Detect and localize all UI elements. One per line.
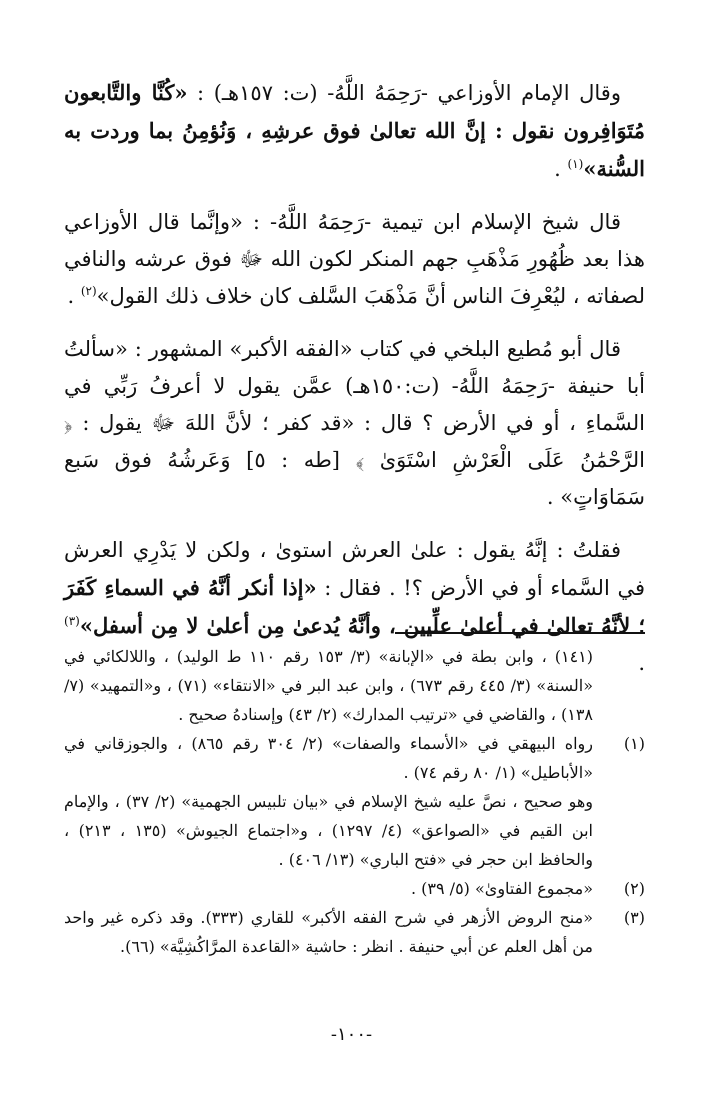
footnote-ref: (١) <box>567 157 584 171</box>
page-number: -١٠٠- <box>330 1024 373 1045</box>
footnote-number: (٢) <box>623 879 645 898</box>
quote-text: «كُنَّا والتَّابعون مُتَوَافِرون نقول : إنَّ الله تعالىٰ فوق عرشِهِ ، وَنُؤمِنُ بما وردت به السُّنة» <box>64 80 645 181</box>
footnote-text: رواه البيهقي في «الأسماء والصفات» (٢/ ٣٠٤ رقم ٨٦٥) ، والجوزقاني في «الأباطيل» (١/ ٨٠ رقم ٧٤) . <box>64 734 594 782</box>
paragraph-awzai-quote <box>64 74 645 188</box>
footnote-text: «منح الروض الأزهر في شرح الفقه الأكبر» للقاري (٣٣٣). وقد ذكره غير واحد من أهل العلم عن أبي حنيفة . انظر : حاشية «القاعدة المرَّاكُشِيَّة» (٦٦). <box>64 908 593 956</box>
footnote-number: (١) <box>623 734 645 753</box>
footnote-1 <box>64 729 645 787</box>
footnote-number: (٣) <box>623 908 645 927</box>
footnote-continuation: (١٤١) ، وابن بطة في «الإبانة» (٣/ ١٥٣ رقم ١١٠ ط الوليد) ، واللالكائي في «السنة» (٣/ ٤٤٥ رقم ٦٧٣) ، وابن عبد البر في «الانتقاء» (٧١) ، و«التمهيد» (٧/ ١٣٨) ، والقاضي في «ترتيب المدارك» (٢/ ٤٣) وإسنادهُ صحيح . <box>64 647 593 724</box>
quote-text: «سألتُ أبا حنيفة -رَحِمَهُ اللَّهُ- (ت:١٥٠هـ) عمَّن يقول لا أعرفُ رَبِّي في السَّماءِ ، أو في الأرض ؟ قال : «قد كفر ؛ لأنَّ اللهَ ﷻ يقول : ﴿ الرَّحْمَٰنُ عَلَى الْعَرْشِ اسْتَوَىٰ ﴾ [طه : ٥] وَعَرشُهُ فوق سَبع سَمَاوَاتٍ» <box>64 337 646 509</box>
text: فقلتُ : إنَّهُ يقول : علىٰ العرش استوىٰ ، ولكن لا يَدْرِي العرش في السَّماء أو في الأرض ؟! . فقال : <box>64 538 645 600</box>
text-end: . <box>554 157 568 181</box>
footnote-ref: (٢) <box>80 284 97 298</box>
quote-text: «وإنَّما قال الأوزاعي هذا بعد ظُهُورِ مَذْهَبِ جهم المنكر لكون الله ﷻ فوق عرشه والنافي لصفاته ، ليُعْرِفَ الناس أنَّ مَذْهَبَ السَّلف كان خلاف ذلك القول» <box>64 210 645 308</box>
footnote-2 <box>64 874 645 903</box>
footnote-ref: (٣) <box>64 614 80 628</box>
footnote-1-extra: وهو صحيح ، نصَّ عليه شيخ الإسلام في «بيان تلبيس الجهمية» (٢/ ٣٧) ، والإمام ابن القيم في «الصواعق» (٤/ ١٢٩٧) ، و«اجتماع الجيوش» (١٣٥ ، ٢١٣) ، والحافظ ابن حجر في «فتح الباري» (١٣/ ٤٠٦) . <box>64 792 593 869</box>
text: قال شيخ الإسلام ابن تيمية -رَحِمَهُ اللَّهُ- : <box>242 210 621 234</box>
text: وقال الإمام الأوزاعي -رَحِمَهُ اللَّهُ- (ت: ١٥٧هـ) : <box>187 81 621 105</box>
text-end: . <box>638 651 645 675</box>
paragraph-abu-mutee-quote <box>64 331 645 516</box>
main-text <box>64 74 645 698</box>
text-end: . <box>67 284 81 308</box>
footnotes <box>64 642 645 961</box>
paragraph-ibn-taymiyya-quote <box>64 204 645 315</box>
footnote-3 <box>64 903 645 961</box>
footnote-text: «مجموع الفتاوىٰ» (٥/ ٣٩) . <box>410 879 593 898</box>
footnote-separator <box>395 632 645 634</box>
quote-text: «إذا أنكر أنَّهُ في السماءِ كَفَرَ ؛ لأنَّهُ تعالىٰ في أعلىٰ علِّيين ، وأنَّهُ يُدعىٰ مِن أعلىٰ لا مِن أسفل» <box>64 575 645 638</box>
text: قال أبو مُطيع البلخي في كتاب «الفقه الأكبر» المشهور : <box>127 337 621 361</box>
text-end: . <box>546 485 561 509</box>
